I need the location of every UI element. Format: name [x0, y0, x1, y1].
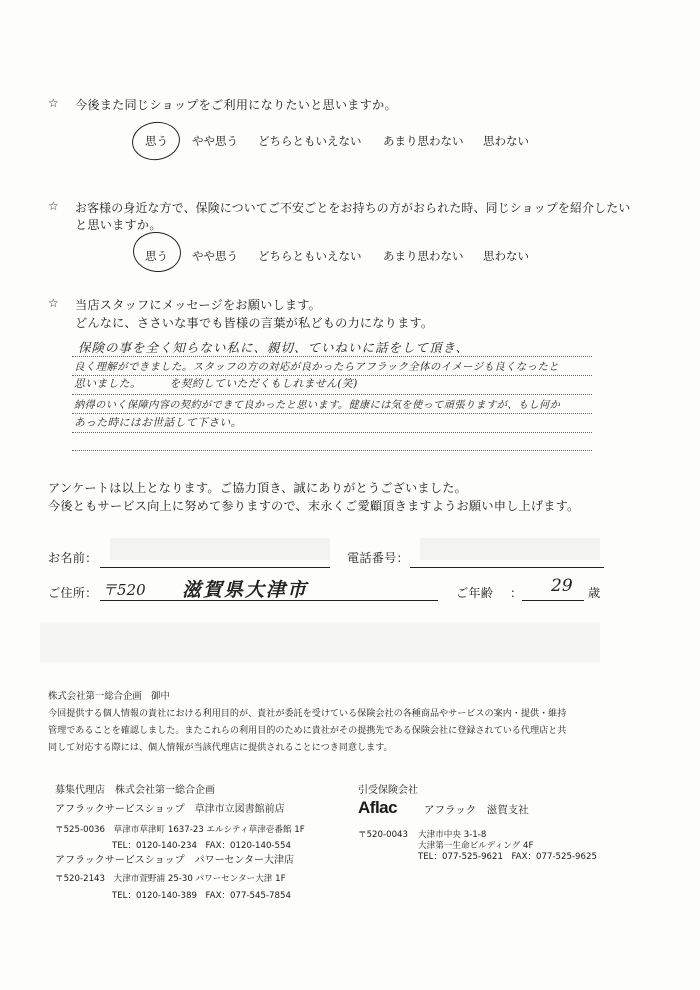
age-field[interactable]	[522, 600, 584, 601]
name-label: お名前：	[48, 551, 98, 565]
closing-line-1: アンケートは以上となります。ご協力頂き、誠にありがとうございました。	[48, 481, 467, 495]
address-label: ご住所：	[48, 586, 98, 600]
redaction-smudge	[420, 538, 600, 560]
message-line-2: 良く理解ができました。スタッフの方の対応が良かったらアフラック全体のイメージも良くなったと	[74, 361, 560, 373]
insurer-header: 引受保険会社	[358, 785, 418, 796]
message-line-3: 思いました。 を契約していただくもしれません(笑)	[74, 377, 358, 390]
message-line-4: 納得のいく保障内容の契約ができて良かったと思います。健康には気を使って頑張りますが、もし何か	[74, 400, 561, 411]
q2-option-4[interactable]: あまり思わない	[383, 249, 464, 263]
shop2-tel: TEL：0120-140-389 FAX：077-545-7854	[112, 891, 291, 901]
age-unit: 歳	[588, 586, 601, 600]
q2-option-1[interactable]: 思う	[145, 249, 168, 263]
q1-star-icon: ☆	[48, 96, 59, 110]
privacy-addressee: 株式会社第一総合企画 御中	[48, 691, 170, 702]
q2-question-line2: と思いますか。	[75, 218, 162, 232]
privacy-line-3: 同して対応する際には、個人情報が当該代理店に提供されることにつき同意します。	[48, 743, 393, 753]
q1-option-5[interactable]: 思わない	[483, 134, 529, 148]
insurer-address-2: 大津第一生命ビルディング 4F	[418, 841, 534, 851]
q2-star-icon: ☆	[48, 199, 59, 213]
age-label: ご年齢	[456, 586, 494, 600]
shop2-name: アフラックサービスショップ パワーセンター大津店	[55, 855, 294, 866]
message-line-1: 保険の事を全く知らない私に、親切、ていねいに話をして頂き、	[78, 340, 470, 355]
message-ruled-line	[72, 432, 592, 433]
aflac-logo: Aflac	[358, 798, 398, 817]
closing-line-2: 今後ともサービス向上に努めて参りますので、末永くご愛顧頂きますようお願い申し上げます。	[48, 499, 580, 513]
message-line-5: あった時にはお世話して下さい。	[74, 416, 242, 429]
privacy-line-1: 今回提供する個人情報の貴社における利用目的が、貴社が委託を受けている保険会社の各種商品やサービスの案内・提供・維持	[48, 709, 567, 719]
age-value: 29	[551, 576, 573, 596]
q2-option-3[interactable]: どちらともいえない	[258, 249, 362, 263]
q1-question: 今後また同じショップをご利用になりたいと思いますか。	[75, 98, 397, 112]
q1-option-4[interactable]: あまり思わない	[383, 134, 464, 148]
insurer-name: アフラック 滋賀支社	[424, 804, 529, 816]
q2-option-2[interactable]: やや思う	[192, 249, 238, 263]
redaction-smudge	[40, 622, 600, 662]
name-field[interactable]	[100, 567, 330, 568]
redaction-smudge	[110, 538, 330, 560]
message-ruled-line	[72, 450, 592, 451]
age-colon: ：	[510, 586, 523, 600]
q1-option-3[interactable]: どちらともいえない	[258, 134, 362, 148]
phone-label: 電話番号：	[347, 551, 409, 565]
q1-option-1[interactable]: 思う	[145, 134, 168, 148]
q2-option-5[interactable]: 思わない	[483, 249, 529, 263]
shop2-address: 〒520-2143 大津市萱野浦 25-30 パワーセンター大津 1F	[55, 874, 286, 884]
shop1-tel: TEL：0120-140-234 FAX：0120-140-554	[112, 841, 291, 851]
q3-question-line1: 当店スタッフにメッセージをお願いします。	[75, 298, 322, 312]
address-field[interactable]	[100, 600, 438, 601]
q1-option-2[interactable]: やや思う	[192, 134, 238, 148]
postal-code-value: 〒520	[102, 581, 146, 599]
insurer-address-1: 大津市中央 3-1-8	[418, 830, 487, 840]
q3-star-icon: ☆	[48, 296, 59, 310]
message-ruled-line	[72, 394, 592, 395]
phone-field[interactable]	[410, 567, 604, 568]
insurer-postal: 〒520-0043	[358, 830, 408, 840]
q3-question-line2: どんなに、ささいな事でも皆様の言葉が私どもの力になります。	[75, 316, 434, 330]
q2-question-line1: お客様の身近な方で、保険についてご不安ごとをお持ちの方がおられた時、同じショップを紹介したい	[75, 201, 631, 215]
shop1-name: アフラックサービスショップ 草津市立図書館前店	[55, 804, 285, 815]
address-value: 滋賀県大津市	[182, 579, 309, 601]
shop1-address: 〒525-0036 草津市草津町 1637-23 エルシティ草津壱番館 1F	[55, 825, 305, 835]
message-ruled-line	[72, 413, 592, 414]
agent-header: 募集代理店 株式会社第一総合企画	[55, 785, 215, 796]
insurer-tel: TEL：077-525-9621 FAX：077-525-9625	[418, 852, 597, 862]
privacy-line-2: 管理であることを確認しました。またこれらの利用目的のために貴社がその提携先である保険会社に登録されている代理店と共	[48, 726, 567, 736]
message-ruled-line	[72, 356, 592, 357]
